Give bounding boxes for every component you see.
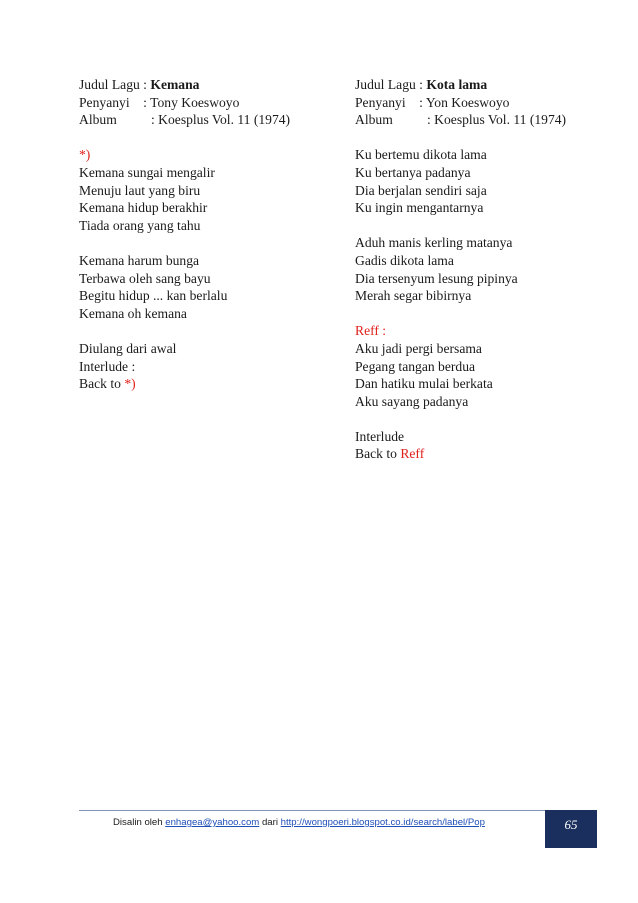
lyric-line: Dia tersenyum lesung pipinya [355,270,518,286]
song-kemana [79,76,339,393]
lyric-line: Aduh manis kerling matanya [355,235,513,251]
footer-divider [79,810,559,811]
lyric-line: Ku bertemu dikota lama [355,147,487,163]
lyric-line: Tiada orang yang tahu [79,217,201,233]
lyric-line: Aku sayang padanya [355,393,469,409]
album-line [355,111,615,129]
song-title: Kota lama [426,77,488,92]
lyric-line: Ku bertanya padanya [355,164,471,180]
footer-middle: dari [259,817,281,828]
lyric-line: Kemana hidup berakhir [79,200,208,216]
album-line [79,111,339,129]
album-value: : Koesplus Vol. 11 (1974) [151,112,291,128]
lyric-line: Terbawa oleh sang bayu [79,270,211,286]
title-line [355,76,615,94]
title-label: Judul Lagu : [355,77,427,92]
back-to-note [355,445,615,463]
footer-prefix: Disalin oleh [113,817,166,828]
page-number-box [545,810,597,848]
reff-label: Reff : [355,323,387,339]
back-to-target: *) [124,376,136,392]
singer-line: Penyanyi : Tony Koeswoyo [79,94,240,110]
lyric-line: Ku ingin mengantarnya [355,200,484,216]
lyric-line: Menuju laut yang biru [79,182,201,198]
lyric-line: Pegang tangan berdua [355,358,476,374]
album-label: Album [355,112,393,128]
reff-stanza [355,340,615,410]
stanza-1 [79,164,339,234]
lyric-line: Dan hatiku mulai berkata [355,376,493,392]
stanza-2 [79,252,339,322]
song-kota-lama [355,76,615,463]
back-to-target: Reff [400,446,425,462]
album-value: : Koesplus Vol. 11 (1974) [427,112,567,128]
repeat-note: Diulang dari awal [79,340,177,356]
interlude-note: Interlude : [79,358,136,374]
footer-url-link[interactable]: http://wongpoeri.blogspot.co.id/search/label/Pop [280,817,485,828]
stanza-1 [355,146,615,216]
lyric-line: Kemana harum bunga [79,252,200,268]
marker: *) [79,147,91,163]
back-to-note [79,375,339,393]
footer-credit [113,817,485,828]
stanza-2 [355,234,615,304]
singer-line: Penyanyi : Yon Koeswoyo [355,94,510,110]
back-to-label: Back to [355,446,401,462]
lyric-line: Dia berjalan sendiri saja [355,182,487,198]
lyric-line: Gadis dikota lama [355,252,454,268]
album-label: Album [79,112,117,128]
song-title: Kemana [150,77,200,92]
page-number: 65 [564,817,578,832]
lyric-line: Kemana sungai mengalir [79,164,215,180]
lyric-line: Begitu hidup ... kan berlalu [79,288,228,304]
lyric-line: Aku jadi pergi bersama [355,340,482,356]
lyric-line: Merah segar bibirnya [355,288,472,304]
title-line [79,76,339,94]
title-label: Judul Lagu : [79,77,151,92]
interlude-note: Interlude [355,428,405,444]
lyric-line: Kemana oh kemana [79,305,187,321]
footer-email-link[interactable]: enhagea@yahoo.com [165,817,260,828]
back-to-label: Back to [79,376,125,392]
